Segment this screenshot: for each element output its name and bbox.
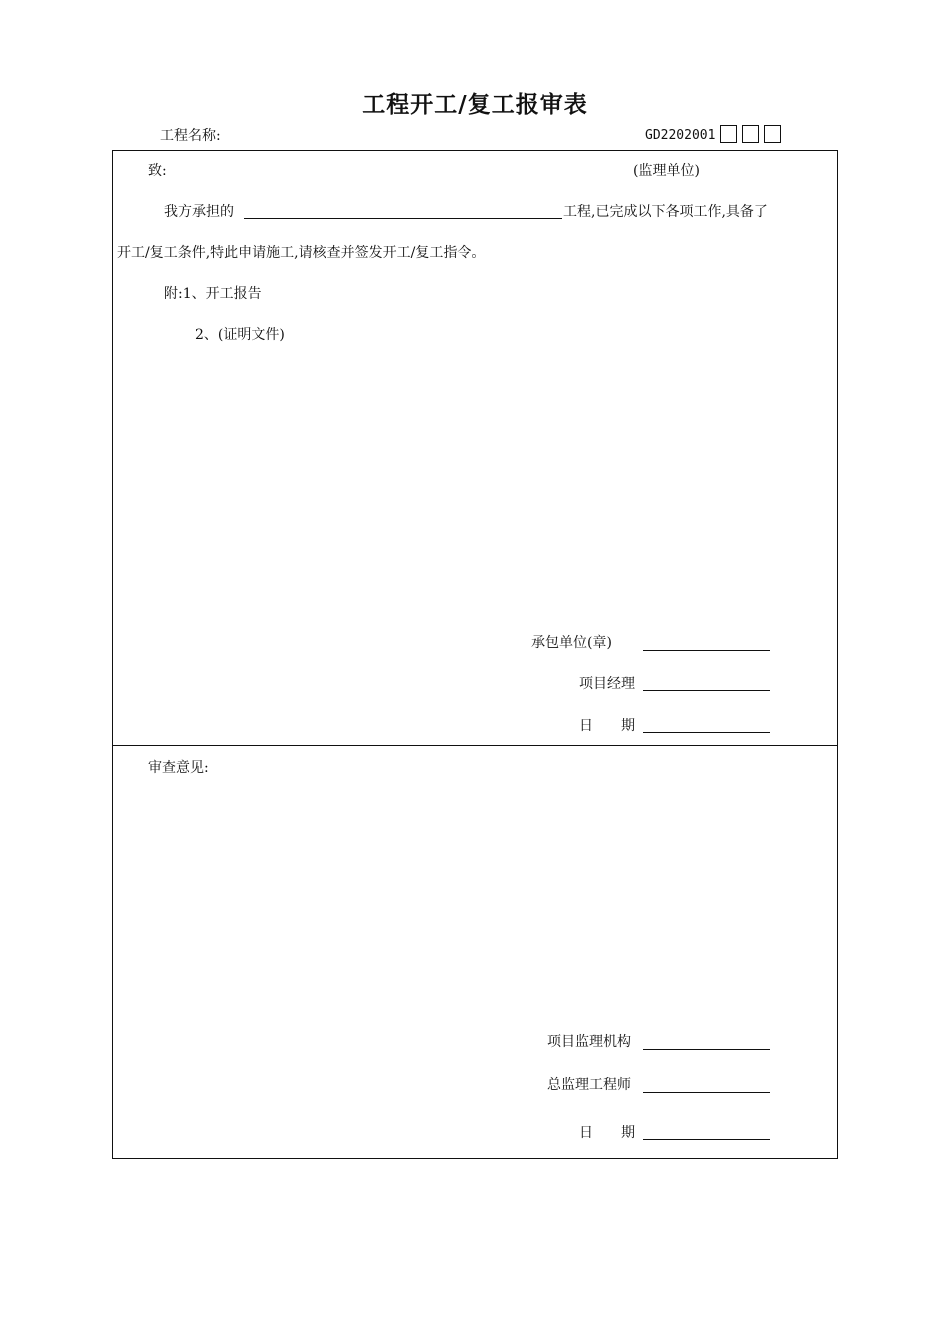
body-suffix: 工程,已完成以下各项工作,具备了	[563, 204, 768, 220]
agency-sign-line[interactable]	[643, 1049, 770, 1050]
body-line-2: 开工/复工条件,特此申请施工,请核查并签发开工/复工指令。	[117, 245, 486, 261]
body-prefix: 我方承担的	[164, 204, 234, 220]
section-divider	[112, 745, 838, 746]
form-code: GD2202001	[645, 128, 716, 143]
engineer-sign-label: 总监理工程师	[547, 1077, 631, 1093]
review-opinion-label: 审查意见:	[148, 760, 209, 776]
attachment-1: 附:1、开工报告	[164, 286, 262, 302]
attachment-2: 2、(证明文件)	[195, 327, 285, 343]
review-date-label: 日 期	[579, 1125, 635, 1141]
contractor-sign-label: 承包单位(章)	[531, 635, 612, 651]
manager-sign-line[interactable]	[643, 690, 770, 691]
code-box-1[interactable]	[720, 125, 737, 143]
manager-sign-label: 项目经理	[579, 676, 635, 692]
to-label: 致:	[148, 163, 167, 179]
contractor-sign-line[interactable]	[643, 650, 770, 651]
application-date-label: 日 期	[579, 718, 635, 734]
application-date-line[interactable]	[643, 732, 770, 733]
code-box-2[interactable]	[742, 125, 759, 143]
project-name-label: 工程名称:	[160, 128, 221, 144]
agency-sign-label: 项目监理机构	[547, 1034, 631, 1050]
page-title: 工程开工/复工报审表	[362, 92, 588, 118]
project-blank-line[interactable]	[244, 218, 562, 219]
code-box-3[interactable]	[764, 125, 781, 143]
supervisor-unit-hint: (监理单位)	[633, 163, 700, 179]
engineer-sign-line[interactable]	[643, 1092, 770, 1093]
review-date-line[interactable]	[643, 1139, 770, 1140]
